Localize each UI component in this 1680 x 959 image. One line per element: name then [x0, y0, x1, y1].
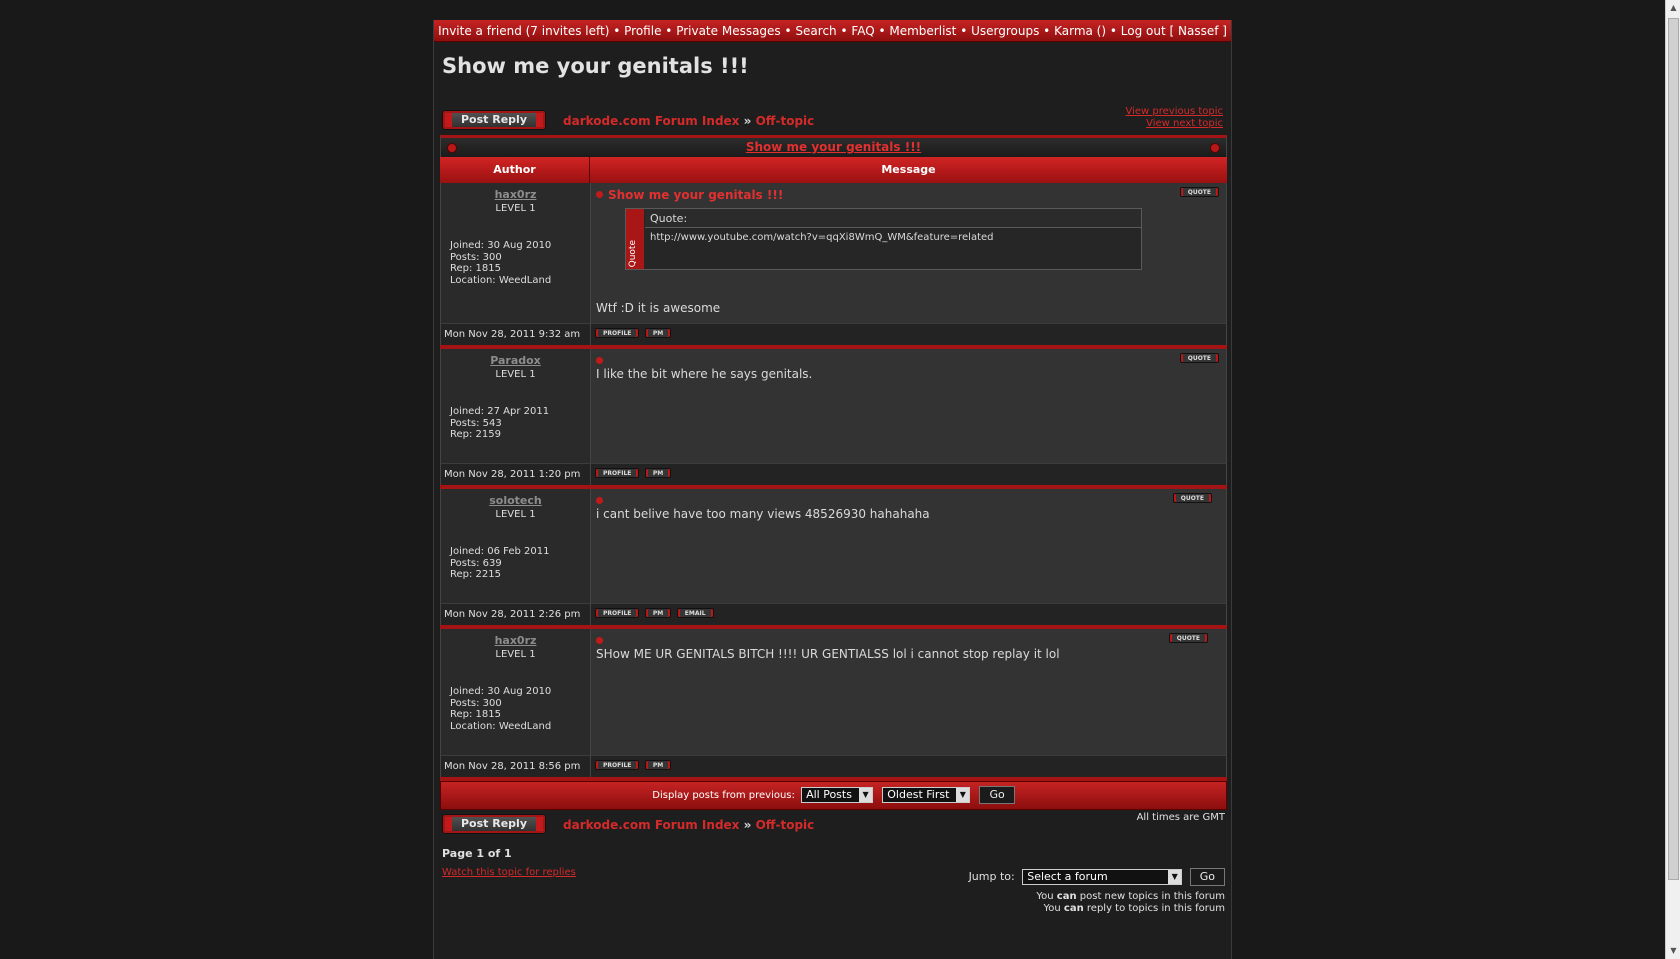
breadcrumb-bottom: darkode.com Forum Index » Off-topic — [563, 818, 815, 832]
author-stats: Joined: 27 Apr 2011 Posts: 543 Rep: 2159 — [450, 406, 550, 440]
post-subject: Show me your genitals !!! — [596, 188, 783, 202]
post — [440, 489, 1227, 603]
next-topic-link[interactable]: View next topic — [1146, 118, 1223, 129]
top-action-bar — [434, 102, 1231, 136]
nav-private-messages[interactable]: Private Messages — [676, 24, 781, 38]
breadcrumb-offtopic[interactable]: Off-topic — [755, 818, 815, 832]
page-container — [433, 20, 1232, 959]
post-footer — [440, 463, 1227, 485]
scroll-up-icon[interactable]: ▲ — [1670, 3, 1677, 12]
post-body: Wtf :D it is awesome — [596, 301, 721, 315]
nav-faq[interactable]: FAQ — [851, 24, 875, 38]
post-date: Mon Nov 28, 2011 9:32 am — [441, 324, 591, 345]
author-level: LEVEL 1 — [495, 203, 536, 214]
quote-text: http://www.youtube.com/watch?v=qqXi8WmQ_WM&feature=related — [650, 232, 994, 243]
post-footer — [440, 603, 1227, 625]
profile-button[interactable]: PROFILE — [595, 468, 639, 478]
author-name[interactable]: hax0rz — [494, 188, 537, 201]
timezone-note: All times are GMT — [1136, 812, 1225, 823]
quote-button[interactable]: QUOTE — [1180, 353, 1219, 363]
post-reply-button[interactable]: Post Reply — [442, 110, 546, 130]
quote-button[interactable]: QUOTE — [1180, 187, 1219, 197]
quote-block — [625, 208, 1142, 270]
post — [440, 349, 1227, 463]
scroll-down-icon[interactable]: ▼ — [1670, 946, 1677, 955]
permissions: You can post new topics in this forum You can reply to topics in this forum — [1036, 891, 1225, 914]
post-body: I like the bit where he says genitals. — [596, 367, 813, 381]
nav-memberlist[interactable]: Memberlist — [889, 24, 957, 38]
author-level: LEVEL 1 — [495, 369, 536, 380]
post-subject — [596, 634, 608, 648]
post-icon — [596, 357, 603, 364]
pm-button[interactable]: PM — [645, 760, 671, 770]
sort-order-select[interactable]: Oldest First ▼ — [882, 787, 970, 803]
author-column-header: Author — [440, 157, 590, 183]
post-author — [441, 183, 591, 323]
post-message — [591, 349, 1226, 463]
profile-button[interactable]: PROFILE — [595, 608, 639, 618]
author-level: LEVEL 1 — [495, 649, 536, 660]
quote-label: Quote: — [645, 209, 1141, 228]
post-author — [441, 349, 591, 463]
post-icon — [596, 497, 603, 504]
topic-title-link[interactable]: Show me your genitals !!! — [745, 140, 922, 154]
post-footer — [440, 323, 1227, 345]
watch-topic-link[interactable]: Watch this topic for replies — [442, 867, 576, 878]
pm-button[interactable]: PM — [645, 328, 671, 338]
top-nav: Invite a friend (7 invites left) • Profile • Private Messages • Search • FAQ • Memberlist • Usergroups • Karma () • Log out [ Nassef ] — [434, 20, 1231, 42]
post-message — [591, 183, 1226, 323]
display-label: Display posts from previous: — [652, 790, 795, 801]
post — [440, 183, 1227, 323]
post-message — [591, 629, 1226, 755]
jump-to — [969, 868, 1225, 886]
post-date: Mon Nov 28, 2011 1:20 pm — [441, 464, 591, 485]
post-author — [441, 489, 591, 603]
post-icon — [596, 191, 603, 198]
display-go-button[interactable]: Go — [979, 786, 1014, 804]
nav-profile[interactable]: Profile — [624, 24, 662, 38]
post-reply-button-bottom[interactable]: Post Reply — [442, 814, 546, 834]
post-body: i cant belive have too many views 48526930 hahahaha — [596, 507, 930, 521]
email-button[interactable]: EMAIL — [677, 608, 714, 618]
message-column-header: Message — [881, 163, 936, 176]
header-dot-icon — [1210, 143, 1220, 153]
previous-topic-link[interactable]: View previous topic — [1125, 106, 1223, 117]
vertical-scrollbar[interactable] — [1665, 0, 1680, 959]
quote-button[interactable]: QUOTE — [1169, 633, 1208, 643]
jump-label: Jump to: — [968, 870, 1015, 883]
breadcrumb-forum-index[interactable]: darkode.com Forum Index — [563, 818, 740, 832]
scrollbar-thumb[interactable] — [1668, 18, 1679, 880]
pagination: Page 1 of 1 — [442, 847, 512, 860]
post-date: Mon Nov 28, 2011 8:56 pm — [441, 756, 591, 777]
nav-usergroups[interactable]: Usergroups — [971, 24, 1040, 38]
post-subject — [596, 494, 608, 508]
pm-button[interactable]: PM — [645, 608, 671, 618]
breadcrumb-forum-index[interactable]: darkode.com Forum Index — [563, 114, 740, 128]
page-footer — [434, 806, 1232, 959]
nav-invite[interactable]: Invite a friend (7 invites left) — [438, 24, 610, 38]
chevron-down-icon: ▼ — [859, 788, 872, 802]
author-stats: Joined: 06 Feb 2011 Posts: 639 Rep: 2215 — [450, 546, 550, 580]
quote-button[interactable]: QUOTE — [1173, 493, 1212, 503]
author-name[interactable]: solotech — [489, 494, 542, 507]
author-stats: Joined: 30 Aug 2010 Posts: 300 Rep: 1815 Location: WeedLand — [450, 686, 552, 732]
quote-side-tab: Quote — [626, 209, 644, 269]
column-headers — [440, 157, 1227, 183]
pm-button[interactable]: PM — [645, 468, 671, 478]
author-stats: Joined: 30 Aug 2010 Posts: 300 Rep: 1815 Location: WeedLand — [450, 240, 552, 286]
post-subject — [596, 354, 608, 368]
nav-logout[interactable]: Log out [ Nassef ] — [1120, 24, 1227, 38]
topic-nav — [1125, 106, 1223, 130]
jump-go-button[interactable]: Go — [1190, 868, 1225, 886]
posts-table — [440, 135, 1227, 810]
jump-forum-select[interactable]: Select a forum ▼ — [1022, 869, 1182, 885]
topic-header — [440, 135, 1227, 157]
breadcrumb: darkode.com Forum Index » Off-topic — [563, 114, 815, 128]
post-icon — [596, 637, 603, 644]
post-author — [441, 629, 591, 755]
post-message — [591, 489, 1226, 603]
breadcrumb-offtopic[interactable]: Off-topic — [755, 114, 815, 128]
post-footer — [440, 755, 1227, 777]
posts-filter-select[interactable]: All Posts ▼ — [801, 787, 873, 803]
nav-search[interactable]: Search — [795, 24, 837, 38]
chevron-down-icon: ▼ — [1168, 870, 1181, 884]
post-date: Mon Nov 28, 2011 2:26 pm — [441, 604, 591, 625]
post — [440, 629, 1227, 755]
author-name[interactable]: hax0rz — [494, 634, 537, 647]
author-level: LEVEL 1 — [495, 509, 536, 520]
post-body: SHow ME UR GENITALS BITCH !!!! UR GENTIALSS lol i cannot stop replay it lol — [596, 647, 1060, 661]
nav-karma[interactable]: Karma () — [1054, 24, 1107, 38]
profile-button[interactable]: PROFILE — [595, 760, 639, 770]
header-dot-icon — [447, 143, 457, 153]
author-name[interactable]: Paradox — [490, 354, 541, 367]
page-title: Show me your genitals !!! — [442, 54, 749, 78]
profile-button[interactable]: PROFILE — [595, 328, 639, 338]
chevron-down-icon: ▼ — [956, 788, 969, 802]
